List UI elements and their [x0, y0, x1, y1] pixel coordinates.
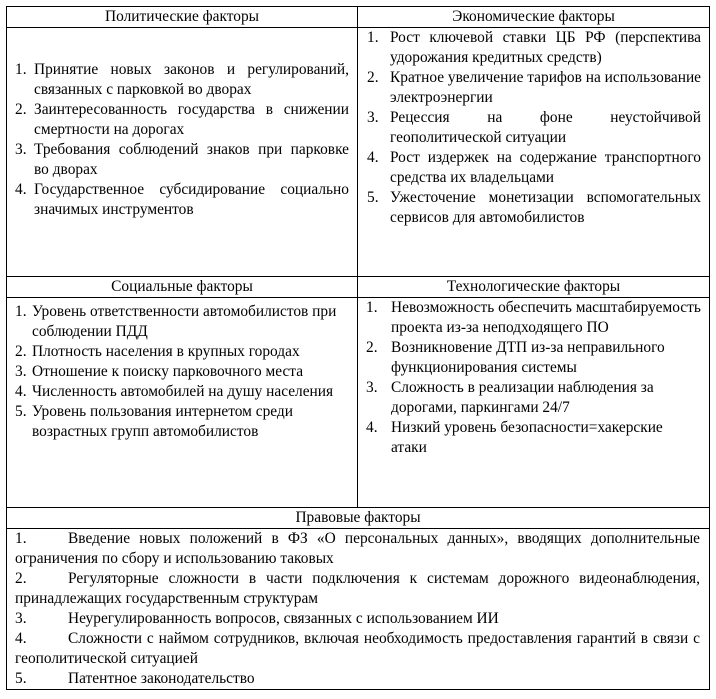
- list-item: 3. Неурегулированность вопросов, связанных с использованием ИИ: [15, 610, 499, 627]
- technological-header: Технологические факторы: [358, 277, 710, 298]
- list-item: 1. Принятие новых законов и регулирований, связанных с парковкой во дворах: [15, 61, 349, 98]
- list-item: 4. Численность автомобилей на душу населения: [15, 383, 334, 400]
- list-item: 3. Сложность в реализации наблюдения за дорогами, паркингами 24/7: [366, 379, 654, 416]
- technological-list: [366, 298, 701, 458]
- social-header: Социальные факторы: [7, 277, 358, 298]
- economic-header: Экономические факторы: [358, 7, 710, 28]
- list-item: 5. Патентное законодательство: [15, 670, 255, 687]
- list-item: 1. Введение новых положений в ФЗ «О персональных данных», вводящих дополнительные ограничения по сбору и использованию таковых: [15, 530, 700, 567]
- social-list: [15, 302, 349, 442]
- technological-cell: [358, 298, 710, 508]
- list-item: 4. Государственное субсидирование социально значимых инструментов: [15, 181, 349, 218]
- list-item: 4. Рост издержек на содержание транспортного средства их владельцами: [367, 149, 701, 186]
- list-item: 4. Сложности с наймом сотрудников, включая необходимость предоставления гарантий в связи с геополитической ситуацией: [15, 630, 700, 667]
- list-item: 1. Уровень ответственности автомобилистов при соблюдении ПДД: [15, 303, 337, 340]
- list-item: 1. Невозможность обеспечить масштабируемость проекта из-за неподходящего ПО: [366, 299, 701, 336]
- political-cell: [7, 28, 358, 277]
- list-item: 2. Кратное увеличение тарифов на использование электроэнергии: [367, 69, 702, 106]
- list-item: 5. Уровень пользования интернетом среди возрастных групп автомобилистов: [15, 403, 293, 440]
- economic-list: [367, 28, 701, 228]
- political-list: [15, 60, 349, 220]
- economic-cell: [358, 28, 710, 277]
- list-item: 4. Низкий уровень безопасности=хакерские атаки: [366, 419, 663, 456]
- list-item: 3. Отношение к поиску парковочного места: [15, 363, 304, 380]
- legal-cell: [7, 529, 710, 690]
- list-item: 3. Требования соблюдений знаков при парковке во дворах: [15, 141, 349, 178]
- list-item: 5. Ужесточение монетизации вспомогательных сервисов для автомобилистов: [367, 189, 701, 226]
- list-item: 2. Возникновение ДТП из-за неправильного функционирования системы: [366, 339, 665, 376]
- legal-header: Правовые факторы: [7, 508, 710, 529]
- list-item: 2. Регуляторные сложности в части подключения к системам дорожного видеонаблюдения, принадлежащих государственным структурам: [15, 570, 700, 607]
- pest-analysis-table: [6, 6, 710, 690]
- social-cell: [7, 298, 358, 508]
- political-header: Политические факторы: [7, 7, 358, 28]
- list-item: 3. Рецессия на фоне неустойчивой геополитической ситуации: [367, 109, 701, 146]
- list-item: 1. Рост ключевой ставки ЦБ РФ (перспектива удорожания кредитных средств): [367, 29, 701, 66]
- list-item: 2. Заинтересованность государства в снижении смертности на дорогах: [15, 101, 349, 138]
- list-item: 2. Плотность населения в крупных городах: [15, 343, 300, 360]
